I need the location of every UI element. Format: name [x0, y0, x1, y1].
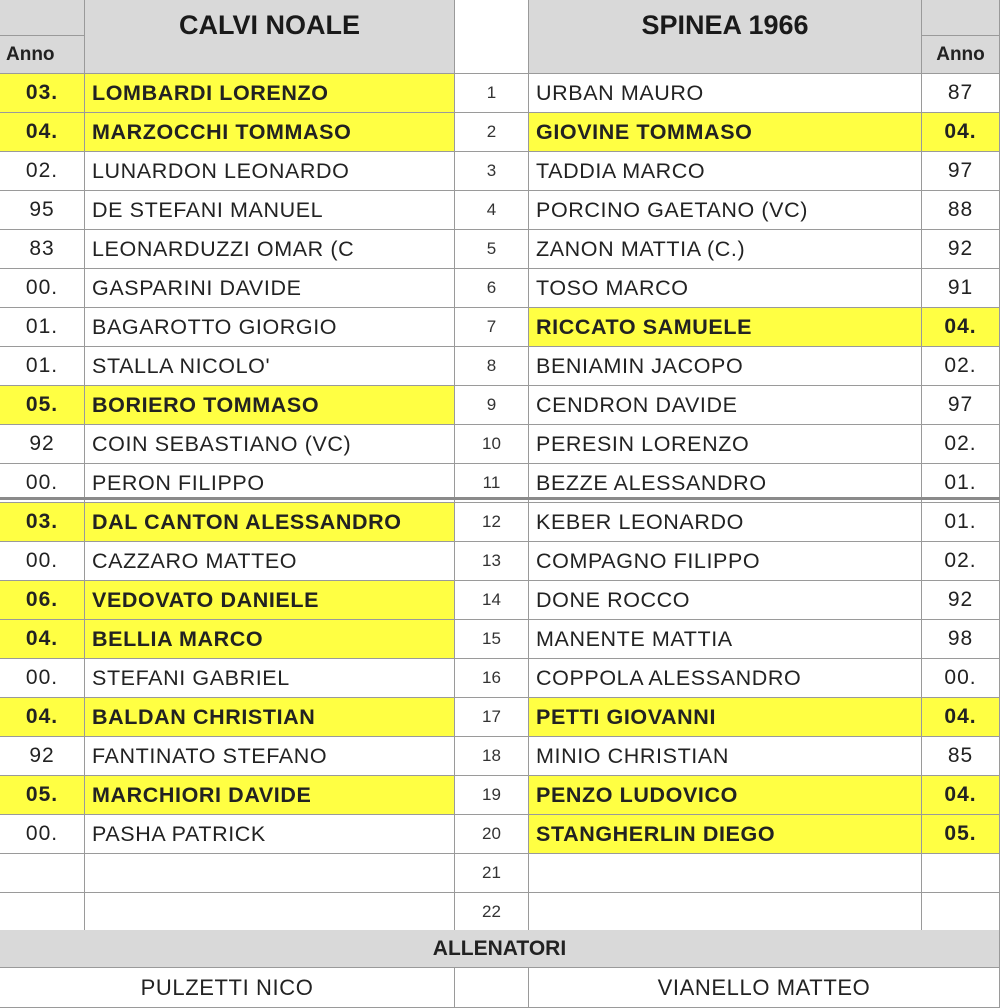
- home-anno-header: Anno: [0, 36, 85, 74]
- away-anno-header: Anno: [922, 36, 1000, 74]
- shirt-number: 6: [455, 269, 529, 308]
- away-anno-cell: 91: [922, 269, 1000, 308]
- shirt-number: 8: [455, 347, 529, 386]
- shirt-number: 14: [455, 581, 529, 620]
- away-anno-cell: 01.: [922, 503, 1000, 542]
- coach-gap: [455, 968, 529, 1008]
- home-coach: PULZETTI NICO: [0, 968, 455, 1008]
- away-player-name: PENZO LUDOVICO: [529, 776, 922, 815]
- away-anno-cell: 02.: [922, 347, 1000, 386]
- away-anno-cell: 04.: [922, 776, 1000, 815]
- home-player-name: FANTINATO STEFANO: [85, 737, 455, 776]
- away-player-name: MANENTE MATTIA: [529, 620, 922, 659]
- shirt-number: 3: [455, 152, 529, 191]
- away-player-name: STANGHERLIN DIEGO: [529, 815, 922, 854]
- shirt-number: 4: [455, 191, 529, 230]
- home-player-name: MARCHIORI DAVIDE: [85, 776, 455, 815]
- away-anno-cell: 04.: [922, 308, 1000, 347]
- home-anno-cell: [0, 854, 85, 893]
- shirt-number: 17: [455, 698, 529, 737]
- away-player-name: BENIAMIN JACOPO: [529, 347, 922, 386]
- away-player-name: [529, 893, 922, 932]
- away-player-name: BEZZE ALESSANDRO: [529, 464, 922, 503]
- home-anno-cell: 04.: [0, 113, 85, 152]
- away-anno-cell: [922, 893, 1000, 932]
- shirt-number: 18: [455, 737, 529, 776]
- away-player-name: KEBER LEONARDO: [529, 503, 922, 542]
- away-anno-cell: [922, 854, 1000, 893]
- home-anno-cell: 04.: [0, 698, 85, 737]
- shirt-number: 10: [455, 425, 529, 464]
- away-anno-cell: 87: [922, 74, 1000, 113]
- shirt-number: 20: [455, 815, 529, 854]
- away-anno-cell: 92: [922, 581, 1000, 620]
- away-player-name: PORCINO GAETANO (VC): [529, 191, 922, 230]
- away-player-name: CENDRON DAVIDE: [529, 386, 922, 425]
- home-player-name: BELLIA MARCO: [85, 620, 455, 659]
- away-anno-cell: 04.: [922, 113, 1000, 152]
- home-player-name: CAZZARO MATTEO: [85, 542, 455, 581]
- home-anno-cell: 03.: [0, 503, 85, 542]
- home-player-name: [85, 854, 455, 893]
- home-player-name: LUNARDON LEONARDO: [85, 152, 455, 191]
- home-player-name: COIN SEBASTIANO (VC): [85, 425, 455, 464]
- away-anno-cell: 04.: [922, 698, 1000, 737]
- away-anno-cell: 97: [922, 152, 1000, 191]
- home-anno-cell: 00.: [0, 464, 85, 503]
- number-header: [455, 0, 529, 74]
- away-anno-cell: 85: [922, 737, 1000, 776]
- away-player-name: PETTI GIOVANNI: [529, 698, 922, 737]
- shirt-number: 12: [455, 503, 529, 542]
- away-player-name: PERESIN LORENZO: [529, 425, 922, 464]
- home-anno-cell: 05.: [0, 386, 85, 425]
- home-player-name: [85, 893, 455, 932]
- away-player-name: ZANON MATTIA (C.): [529, 230, 922, 269]
- away-anno-cell: 02.: [922, 542, 1000, 581]
- home-anno-cell: 02.: [0, 152, 85, 191]
- home-anno-cell: 00.: [0, 659, 85, 698]
- shirt-number: 19: [455, 776, 529, 815]
- home-player-name: GASPARINI DAVIDE: [85, 269, 455, 308]
- shirt-number: 2: [455, 113, 529, 152]
- away-anno-cell: 92: [922, 230, 1000, 269]
- shirt-number: 22: [455, 893, 529, 932]
- home-player-name: DE STEFANI MANUEL: [85, 191, 455, 230]
- home-player-name: STALLA NICOLO': [85, 347, 455, 386]
- home-player-name: BORIERO TOMMASO: [85, 386, 455, 425]
- home-player-name: LEONARDUZZI OMAR (C: [85, 230, 455, 269]
- away-player-name: MINIO CHRISTIAN: [529, 737, 922, 776]
- home-anno-cell: 05.: [0, 776, 85, 815]
- shirt-number: 1: [455, 74, 529, 113]
- home-player-name: PASHA PATRICK: [85, 815, 455, 854]
- home-player-name: VEDOVATO DANIELE: [85, 581, 455, 620]
- away-player-name: COMPAGNO FILIPPO: [529, 542, 922, 581]
- away-player-name: RICCATO SAMUELE: [529, 308, 922, 347]
- home-anno-cell: 00.: [0, 269, 85, 308]
- away-player-name: TADDIA MARCO: [529, 152, 922, 191]
- home-player-name: DAL CANTON ALESSANDRO: [85, 503, 455, 542]
- home-player-name: STEFANI GABRIEL: [85, 659, 455, 698]
- away-player-name: GIOVINE TOMMASO: [529, 113, 922, 152]
- home-anno-cell: 95: [0, 191, 85, 230]
- away-player-name: DONE ROCCO: [529, 581, 922, 620]
- home-anno-cell: [0, 893, 85, 932]
- home-anno-cell: 00.: [0, 815, 85, 854]
- away-anno-cell: 98: [922, 620, 1000, 659]
- home-player-name: LOMBARDI LORENZO: [85, 74, 455, 113]
- away-coach: VIANELLO MATTEO: [529, 968, 1000, 1008]
- home-anno-cell: 01.: [0, 308, 85, 347]
- away-anno-cell: 01.: [922, 464, 1000, 503]
- shirt-number: 5: [455, 230, 529, 269]
- home-anno-cell: 92: [0, 737, 85, 776]
- home-anno-cell: 01.: [0, 347, 85, 386]
- starters-reserves-divider: [0, 497, 1000, 500]
- shirt-number: 11: [455, 464, 529, 503]
- away-team-title: SPINEA 1966: [529, 0, 922, 74]
- shirt-number: 21: [455, 854, 529, 893]
- away-anno-cell: 05.: [922, 815, 1000, 854]
- home-anno-cell: 92: [0, 425, 85, 464]
- shirt-number: 15: [455, 620, 529, 659]
- away-player-name: URBAN MAURO: [529, 74, 922, 113]
- coaches-label: ALLENATORI: [0, 930, 1000, 968]
- home-anno-cell: 00.: [0, 542, 85, 581]
- away-anno-cell: 88: [922, 191, 1000, 230]
- away-player-name: [529, 854, 922, 893]
- shirt-number: 16: [455, 659, 529, 698]
- home-anno-cell: 83: [0, 230, 85, 269]
- away-anno-header-top: [922, 0, 1000, 36]
- shirt-number: 9: [455, 386, 529, 425]
- away-anno-cell: 02.: [922, 425, 1000, 464]
- away-player-name: COPPOLA ALESSANDRO: [529, 659, 922, 698]
- home-player-name: PERON FILIPPO: [85, 464, 455, 503]
- home-anno-header-top: [0, 0, 85, 36]
- shirt-number: 7: [455, 308, 529, 347]
- home-player-name: BAGAROTTO GIORGIO: [85, 308, 455, 347]
- away-anno-cell: 00.: [922, 659, 1000, 698]
- home-anno-cell: 06.: [0, 581, 85, 620]
- home-player-name: MARZOCCHI TOMMASO: [85, 113, 455, 152]
- home-team-title: CALVI NOALE: [85, 0, 455, 74]
- home-anno-cell: 04.: [0, 620, 85, 659]
- shirt-number: 13: [455, 542, 529, 581]
- away-anno-cell: 97: [922, 386, 1000, 425]
- home-player-name: BALDAN CHRISTIAN: [85, 698, 455, 737]
- home-anno-cell: 03.: [0, 74, 85, 113]
- away-player-name: TOSO MARCO: [529, 269, 922, 308]
